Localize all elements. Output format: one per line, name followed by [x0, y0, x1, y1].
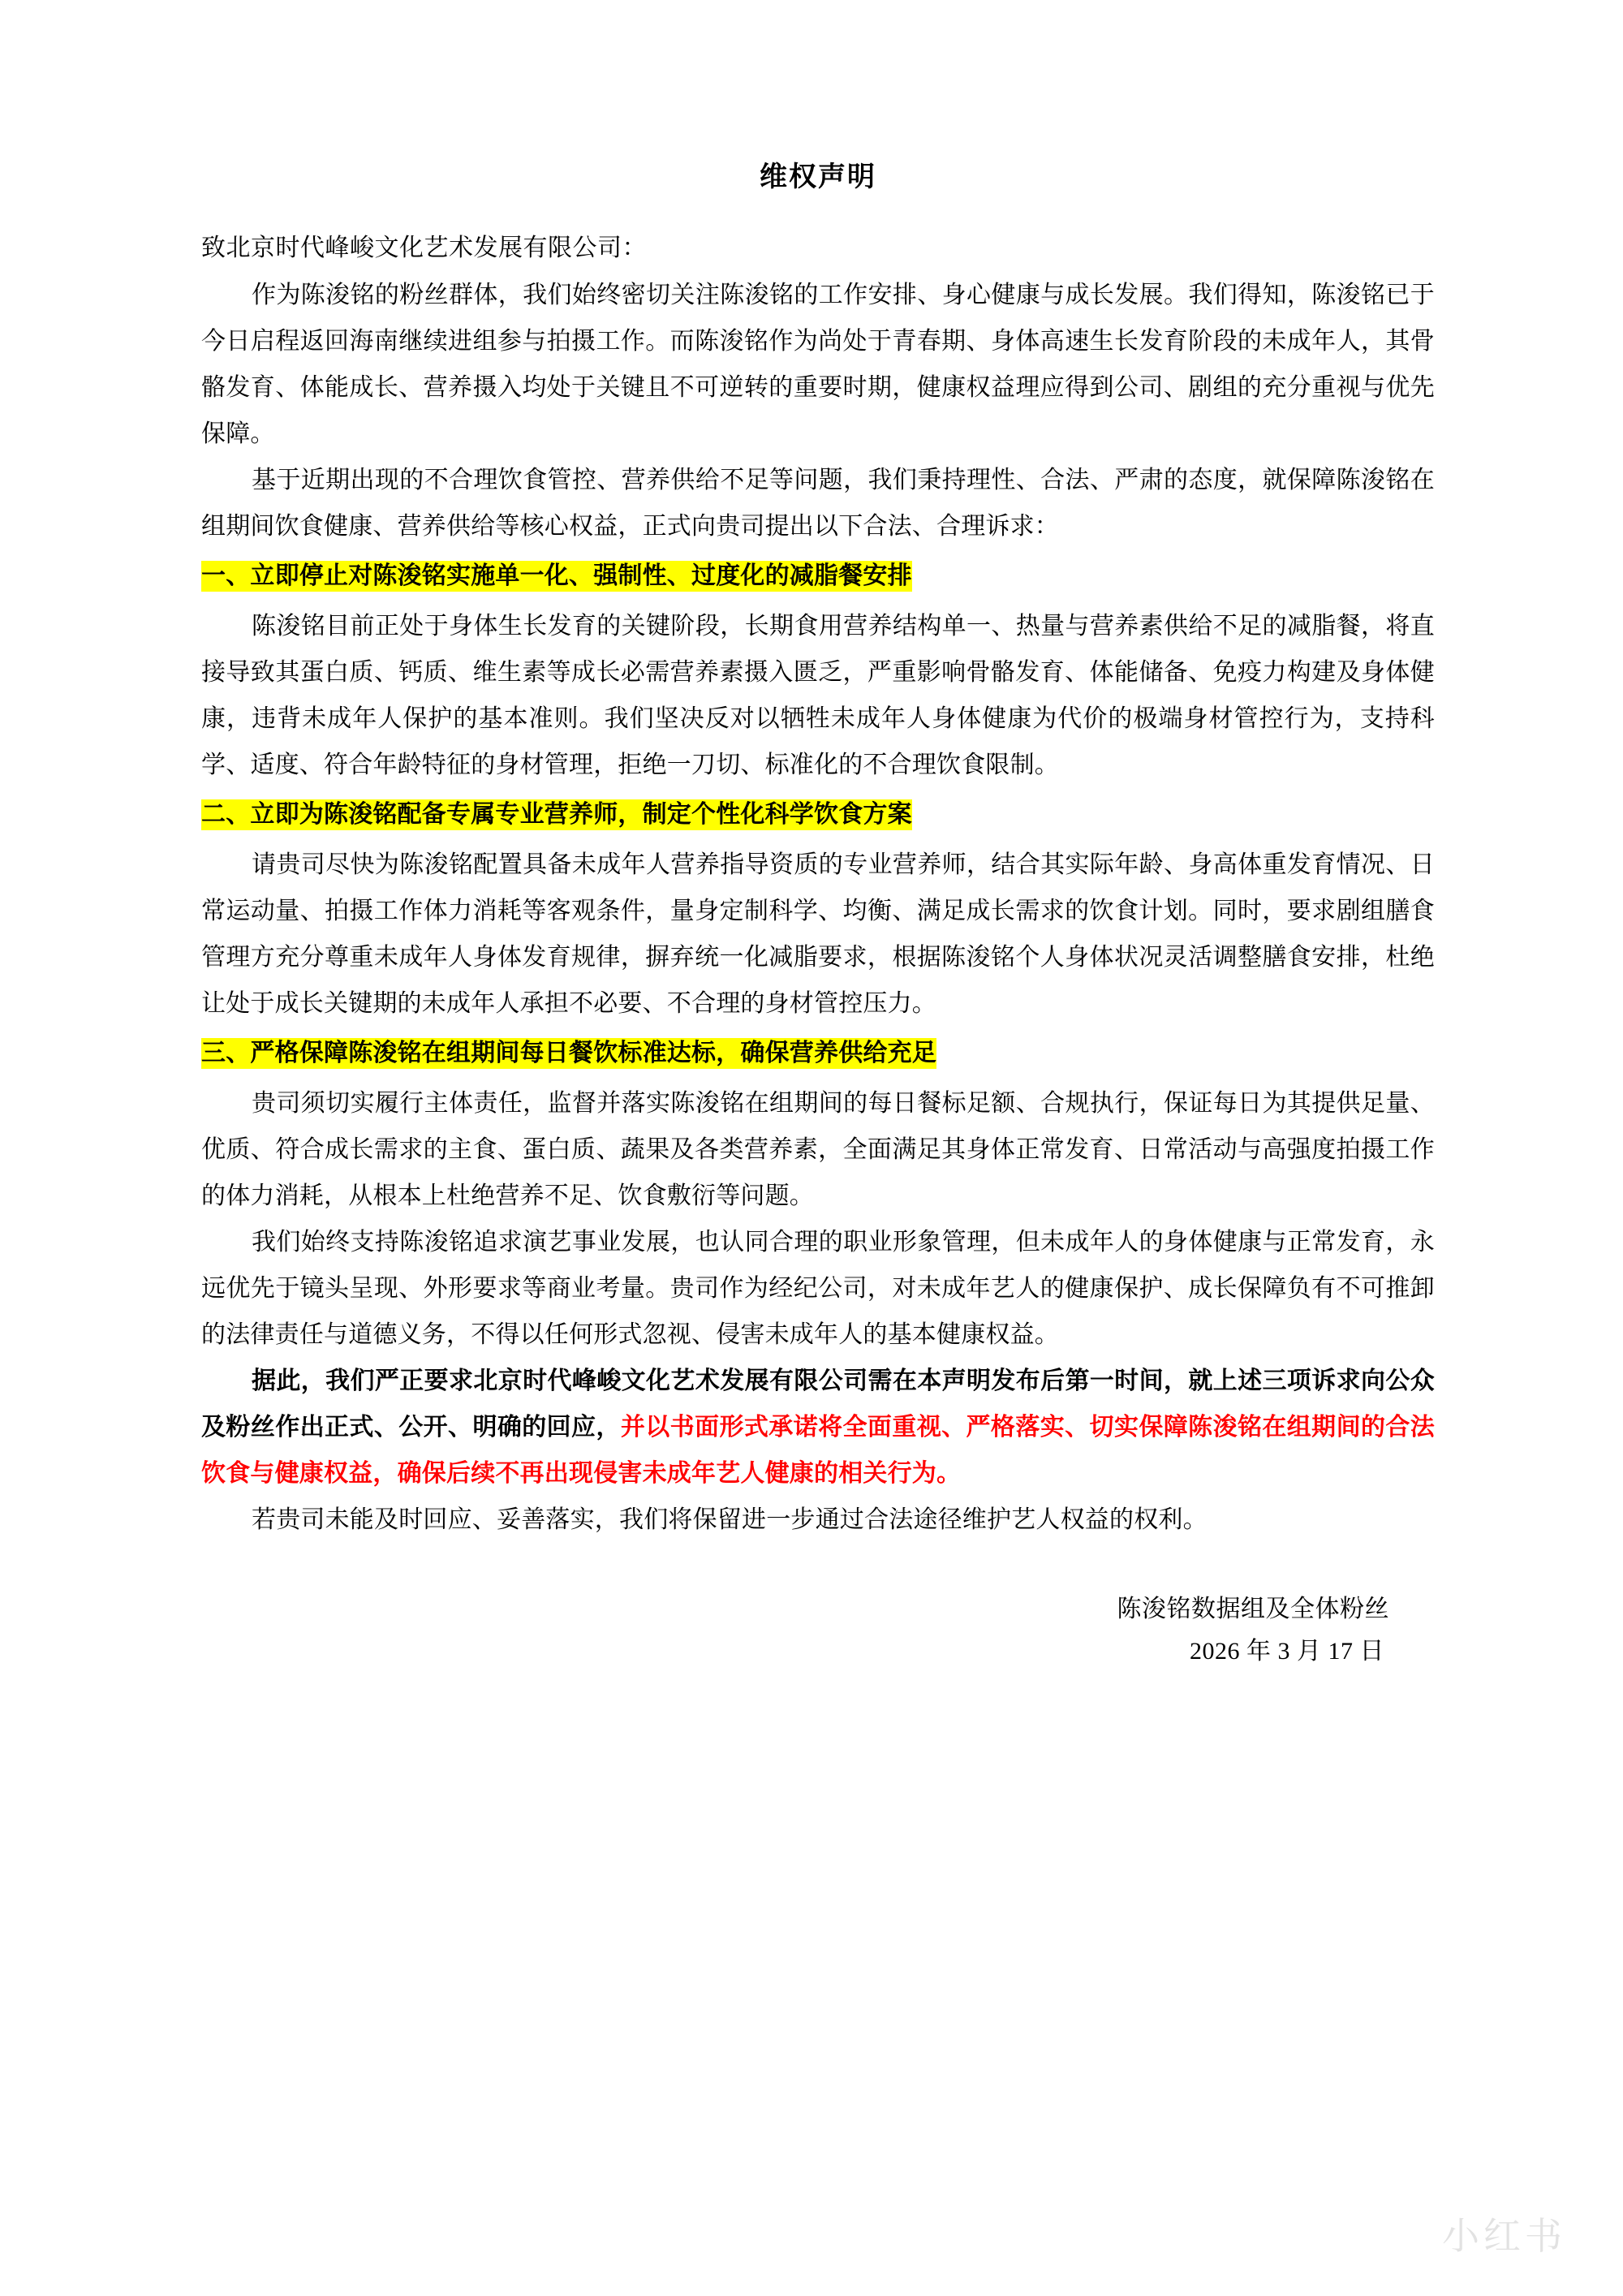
formal-demand-black-text: 据此，我们严正要求北京时代峰峻文化艺术发展有限公司需在本声明发布后第一时间，就上述三项诉求向公众及粉丝作出正式、公开、明确的回应， — [201, 1368, 1435, 1441]
demand-heading-2-wrap — [201, 791, 1435, 842]
signature-block — [201, 1588, 1435, 1673]
demand-heading-1-wrap — [201, 553, 1435, 603]
paragraph-basis: 基于近期出现的不合理饮食管控、营养供给不足等问题，我们秉持理性、合法、严肃的态度，就保障陈浚铭在组期间饮食健康、营养供给等核心权益，正式向贵司提出以下合法、合理诉求： — [201, 467, 1435, 540]
paragraph-closing-warning: 若贵司未能及时回应、妥善落实，我们将保留进一步通过合法途径维护艺人权益的权利。 — [252, 1506, 1208, 1533]
paragraph-demand-2-body: 请贵司尽快为陈浚铭配置具备未成年人营养指导资质的专业营养师，结合其实际年龄、身高体重发育情况、日常运动量、拍摄工作体力消耗等客观条件，量身定制科学、均衡、满足成长需求的饮食计划。同时，要求剧组膳食管理方充分尊重未成年人身体发育规律，摒弃统一化减脂要求，根据陈浚铭个人身体状况灵活调整膳食安排，杜绝让处于成长关键期的未成年人承担不必要、不合理的身材管控压力。 — [201, 851, 1435, 1017]
demand-heading-2: 二、立即为陈浚铭配备专属专业营养师，制定个性化科学饮食方案 — [201, 799, 912, 830]
formal-demand-red-text: 并以书面形式承诺将全面重视、严格落实、切实保障陈浚铭在组期间的合法饮食与健康权益，确保后续不再出现侵害未成年艺人健康的相关行为。 — [201, 1414, 1435, 1487]
paragraph-formal-demand — [201, 1358, 1435, 1497]
document-content — [201, 154, 1435, 1673]
signature-date: 2026 年 3 月 17 日 — [1190, 1638, 1384, 1665]
paragraph-demand-3-body: 贵司须切实履行主体责任，监督并落实陈浚铭在组期间的每日餐标足额、合规执行，保证每日为其提供足量、优质、符合成长需求的主食、蛋白质、蔬果及各类营养素，全面满足其身体正常发育、日常活动与高强度拍摄工作的体力消耗，从根本上杜绝营养不足、饮食敷衍等问题。 — [201, 1090, 1435, 1209]
demand-heading-1: 一、立即停止对陈浚铭实施单一化、强制性、过度化的减脂餐安排 — [201, 561, 912, 592]
demand-heading-3-wrap — [201, 1030, 1435, 1080]
demand-heading-3: 三、严格保障陈浚铭在组期间每日餐饮标准达标，确保营养供给充足 — [201, 1038, 936, 1069]
paragraph-support-statement: 我们始终支持陈浚铭追求演艺事业发展，也认同合理的职业形象管理，但未成年人的身体健康与正常发育，永远优先于镜头呈现、外形要求等商业考量。贵司作为经纪公司，对未成年艺人的健康保护、成长保障负有不可推卸的法律责任与道德义务，不得以任何形式忽视、侵害未成年人的基本健康权益。 — [201, 1229, 1435, 1348]
paragraph-demand-1-body: 陈浚铭目前正处于身体生长发育的关键阶段，长期食用营养结构单一、热量与营养素供给不足的减脂餐，将直接导致其蛋白质、钙质、维生素等成长必需营养素摄入匮乏，严重影响骨骼发育、体能储备、免疫力构建及身体健康，违背未成年人保护的基本准则。我们坚决反对以牺牲未成年人身体健康为代价的极端身材管控行为，支持科学、适度、符合年龄特征的身材管理，拒绝一刀切、标准化的不合理饮食限制。 — [201, 613, 1435, 778]
paragraph-intro: 作为陈浚铭的粉丝群体，我们始终密切关注陈浚铭的工作安排、身心健康与成长发展。我们得知，陈浚铭已于今日启程返回海南继续进组参与拍摄工作。而陈浚铭作为尚处于青春期、身体高速生长发育阶段的未成年人，其骨骼发育、体能成长、营养摄入均处于关键且不可逆转的重要时期，健康权益理应得到公司、剧组的充分重视与优先保障。 — [201, 282, 1435, 447]
watermark-text: 小红书 — [1442, 2215, 1566, 2257]
salutation-line: 致北京时代峰峻文化艺术发展有限公司： — [201, 235, 647, 261]
page-title: 维权声明 — [760, 162, 876, 192]
signature-name: 陈浚铭数据组及全体粉丝 — [1117, 1596, 1389, 1622]
